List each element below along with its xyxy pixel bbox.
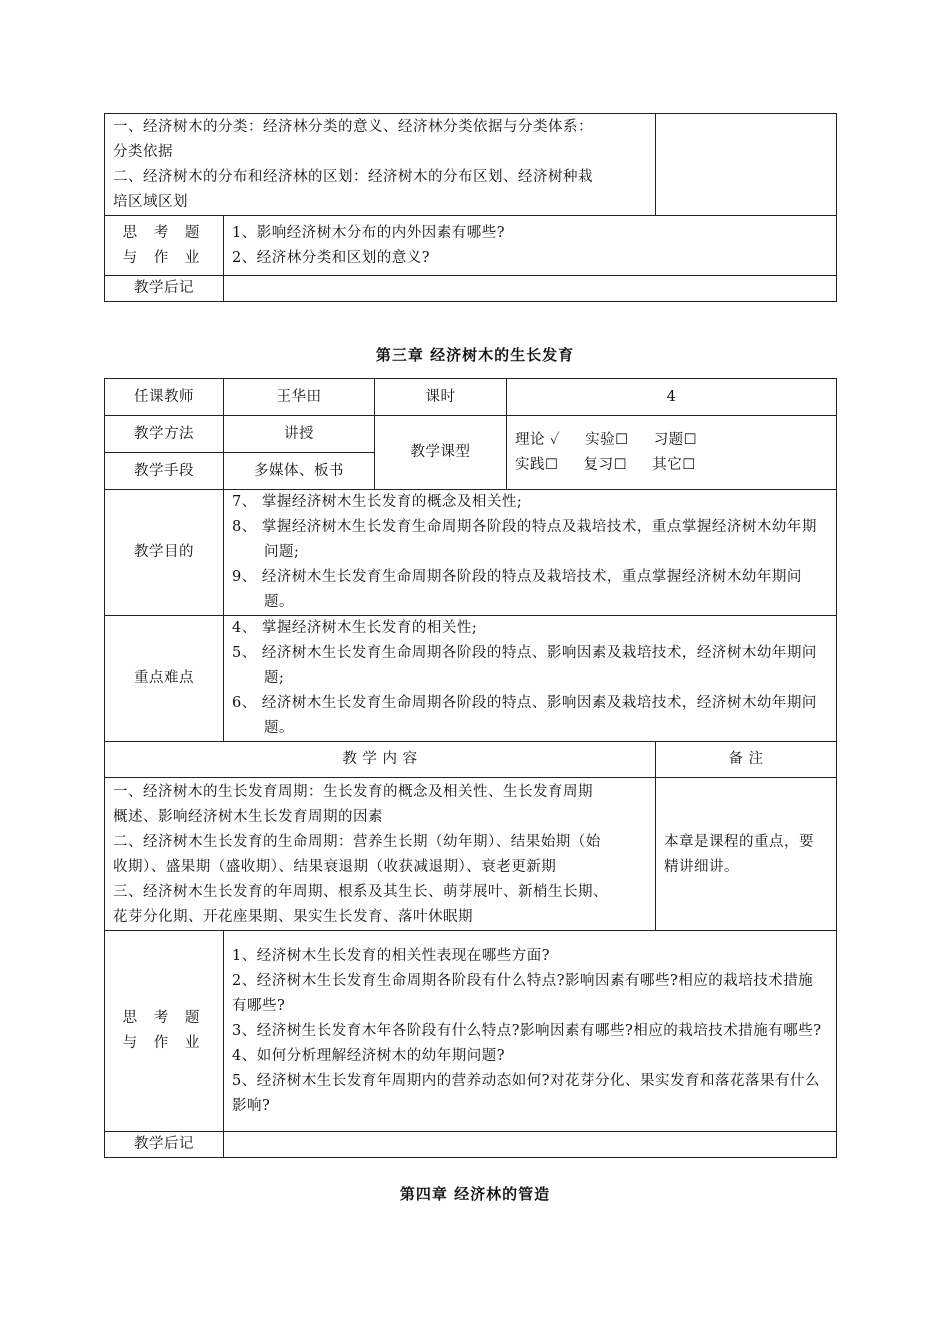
type-experiment-checkbox: 实验☐ (585, 431, 629, 448)
prev-lesson-table (104, 113, 837, 302)
key-label: 重点难点 (105, 616, 224, 742)
content-line: 分类依据 (113, 144, 173, 160)
course-type-row (515, 453, 828, 478)
chapter4-title: 第四章 经济林的管造 (399, 1185, 551, 1203)
homework-item: 1、影响经济树木分布的内外因素有哪些? (232, 224, 505, 241)
content-line: 三、经济树木生长发育的年周期、根系及其生长、萌芽展叶、新梢生长期、 (113, 884, 608, 900)
prev-homework-cell (224, 216, 837, 276)
type-other-checkbox: 其它☐ (652, 456, 696, 473)
content-line: 一、经济树木的分类：经济林分类的意义、经济林分类依据与分类体系： (113, 119, 593, 135)
homework-item: 2、经济树木生长发育生命周期各阶段有什么特点?影响因素有哪些?相应的栽培技术措施有哪些? (232, 972, 814, 1014)
course-type-label: 教学课型 (375, 416, 507, 490)
prev-content-cell (105, 114, 656, 216)
hours-value: 4 (507, 379, 837, 416)
content-line: 花芽分化期、开花座果期、果实生长发育、落叶休眠期 (113, 909, 473, 925)
notes-header: 备 注 (656, 742, 837, 778)
goal-item: 9、 经济树木生长发育生命周期各阶段的特点及栽培技术，重点掌握经济树木幼年期问题。 (232, 569, 802, 610)
goal-label: 教学目的 (105, 490, 224, 616)
method-label: 教学方法 (105, 416, 224, 453)
key-item: 6、 经济树木生长发育生命周期各阶段的特点、影响因素及栽培技术，经济树木幼年期问题。 (232, 695, 817, 736)
means-value: 多媒体、板书 (224, 453, 375, 490)
content-line: 一、经济树木的生长发育周期：生长发育的概念及相关性、生长发育周期 (113, 784, 593, 800)
afterword-label: 教学后记 (105, 1132, 224, 1158)
course-type-options (507, 416, 837, 490)
key-cell (224, 616, 837, 742)
homework-cell (224, 931, 837, 1132)
homework-item: 2、经济林分类和区划的意义? (232, 249, 430, 266)
key-item: 4、 掌握经济树木生长发育的相关性; (232, 620, 478, 636)
homework-item: 1、经济树木生长发育的相关性表现在哪些方面? (232, 947, 550, 964)
goal-item: 7、 掌握经济树木生长发育的概念及相关性; (232, 494, 523, 510)
prev-afterword-label: 教学后记 (105, 276, 224, 302)
type-exercise-checkbox: 习题☐ (653, 431, 698, 448)
notes-line: 精讲细讲。 (664, 859, 739, 875)
method-value: 讲授 (224, 416, 375, 453)
notes-cell (656, 778, 837, 931)
homework-item: 5、经济树木生长发育年周期内的营养动态如何?对花芽分化、果实发育和落花落果有什么影响? (232, 1072, 820, 1114)
type-practice-checkbox: 实践☐ (515, 456, 559, 473)
content-line: 收期）、盛果期（盛收期）、结果衰退期（收获减退期）、衰老更新期 (113, 859, 557, 875)
teacher-value: 王华田 (224, 379, 375, 416)
content-line: 二、经济树木生长发育的生命周期：营养生长期（幼年期）、结果始期（始 (113, 834, 601, 850)
prev-afterword-cell (224, 276, 837, 302)
key-item: 5、 经济树木生长发育生命周期各阶段的特点、影响因素及栽培技术，经济树木幼年期问题; (232, 645, 817, 686)
homework-label: 思 考 题 与 作 业 (105, 931, 224, 1132)
content-line: 概述、影响经济树木生长发育周期的因素 (113, 809, 383, 825)
chapter3-lesson-table (104, 378, 837, 1158)
homework-item: 3、经济树生长发育木年各阶段有什么特点?影响因素有哪些?相应的栽培技术措施有哪些? (232, 1022, 822, 1039)
hours-label: 课时 (375, 379, 507, 416)
homework-item: 4、如何分析理解经济树木的幼年期问题? (232, 1047, 505, 1064)
notes-line: 本章是课程的重点，要 (664, 834, 814, 850)
prev-notes-cell (656, 114, 837, 216)
teacher-label: 任课教师 (105, 379, 224, 416)
means-label: 教学手段 (105, 453, 224, 490)
chapter3-title: 第三章 经济树木的生长发育 (375, 346, 575, 364)
prev-homework-label: 思 考 题 与 作 业 (105, 216, 224, 276)
course-type-row (515, 428, 828, 453)
afterword-cell (224, 1132, 837, 1158)
content-header: 教 学 内 容 (105, 742, 656, 778)
content-cell (105, 778, 656, 931)
type-review-checkbox: 复习☐ (583, 456, 628, 473)
type-theory-checkbox: 理论 ✓ (515, 431, 560, 448)
content-line: 二、经济树木的分布和经济林的区划：经济树木的分布区划、经济树种栽 (113, 169, 593, 185)
goal-cell (224, 490, 837, 616)
content-line: 培区域区划 (113, 194, 188, 210)
goal-item: 8、 掌握经济树木生长发育生命周期各阶段的特点及栽培技术，重点掌握经济树木幼年期问题; (232, 519, 817, 560)
